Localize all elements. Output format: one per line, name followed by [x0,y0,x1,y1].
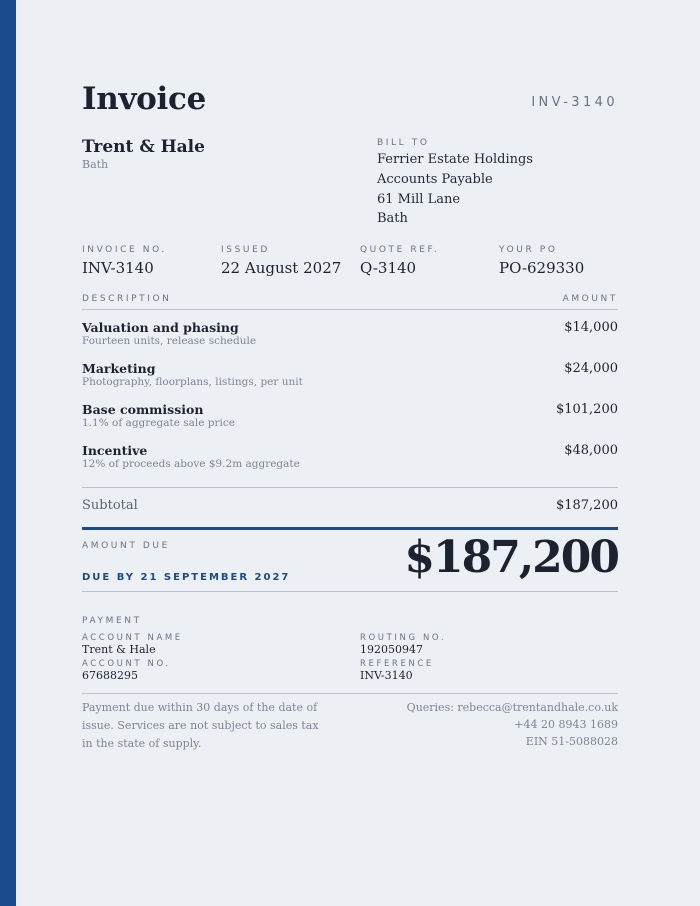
bill-to-line: 61 Mill Lane [377,191,461,207]
subtotal-label: Subtotal [82,498,138,513]
payment-label: PAYMENT [82,616,142,626]
seller-name: Trent & Hale [82,137,205,157]
subtotal-value: $187,200 [555,498,618,513]
bill-to-line: Accounts Payable [377,171,493,187]
account-no-label: ACCOUNT NO. [82,659,171,669]
footer-contact [407,699,618,750]
seller-city: Bath [82,158,109,171]
line-item [82,361,618,389]
line-item-detail: 12% of proceeds above $9.2m aggregate [82,458,300,470]
meta-quote-ref [360,245,439,277]
meta-your-po [499,245,584,277]
due-by-date: DUE BY 21 SEPTEMBER 2027 [82,572,291,583]
items-header-amount: AMOUNT [562,294,618,304]
invoice-number-corner: INV-3140 [531,95,618,110]
payment-terms: Payment due within 30 days of the date of issue. Services are not subject to sales tax in the state of supply. [82,701,319,750]
bill-to-label: BILL TO [377,138,430,148]
phone-number: +44 20 8943 1689 [514,718,618,731]
accent-bar [0,0,16,906]
meta-label: QUOTE REF. [360,245,440,255]
account-name-block [82,633,183,657]
line-item-detail: Fourteen units, release schedule [82,335,257,347]
reference-label: REFERENCE [360,659,434,669]
meta-label: ISSUED [221,245,270,255]
amount-due-value: $187,200 [404,532,618,583]
amount-due-label: AMOUNT DUE [82,541,170,551]
line-item-amount: $24,000 [564,361,618,376]
account-name-label: ACCOUNT NAME [82,633,183,643]
line-item-description: Incentive [82,443,148,458]
invoice-title: Invoice [82,81,207,117]
meta-label: YOUR PO [499,245,558,255]
line-item-description: Base commission [82,402,204,417]
ein-number: EIN 51-5088028 [525,735,618,748]
account-no-block [82,659,171,683]
items-header-description: DESCRIPTION [82,294,172,304]
routing-no-block [360,633,446,657]
subtotal-rule [82,487,618,488]
bill-to-line: Bath [377,211,408,227]
items-header-rule [82,309,618,310]
footer-rule [82,693,618,694]
line-item-description: Valuation and phasing [82,320,239,335]
amount-due-bottom-rule [82,591,618,592]
amount-due-rule [82,527,618,530]
meta-value: 22 August 2027 [221,259,342,277]
account-no-value: 67688295 [82,669,138,682]
reference-block [360,659,434,683]
line-item-amount: $48,000 [564,443,618,458]
meta-issued [221,245,341,277]
reference-value: INV-3140 [360,669,413,682]
meta-value: PO-629330 [499,259,585,277]
line-item-amount: $14,000 [564,320,618,335]
meta-value: INV-3140 [82,259,154,277]
queries-email: Queries: rebecca@trentandhale.co.uk [406,701,618,714]
line-item [82,402,618,430]
line-item-amount: $101,200 [555,402,618,417]
meta-label: INVOICE NO. [82,245,167,255]
bill-to-line: Ferrier Estate Holdings [377,152,533,167]
line-item-detail: 1.1% of aggregate sale price [82,417,235,429]
line-item [82,320,618,348]
line-item-description: Marketing [82,361,156,376]
routing-no-value: 192050947 [360,643,423,656]
bill-to-address [377,150,533,229]
line-item [82,443,618,471]
line-item-detail: Photography, floorplans, listings, per unit [82,376,303,388]
meta-invoice-no [82,245,167,277]
account-name-value: Trent & Hale [82,643,156,656]
meta-value: Q-3140 [360,259,417,277]
routing-no-label: ROUTING NO. [360,633,447,643]
